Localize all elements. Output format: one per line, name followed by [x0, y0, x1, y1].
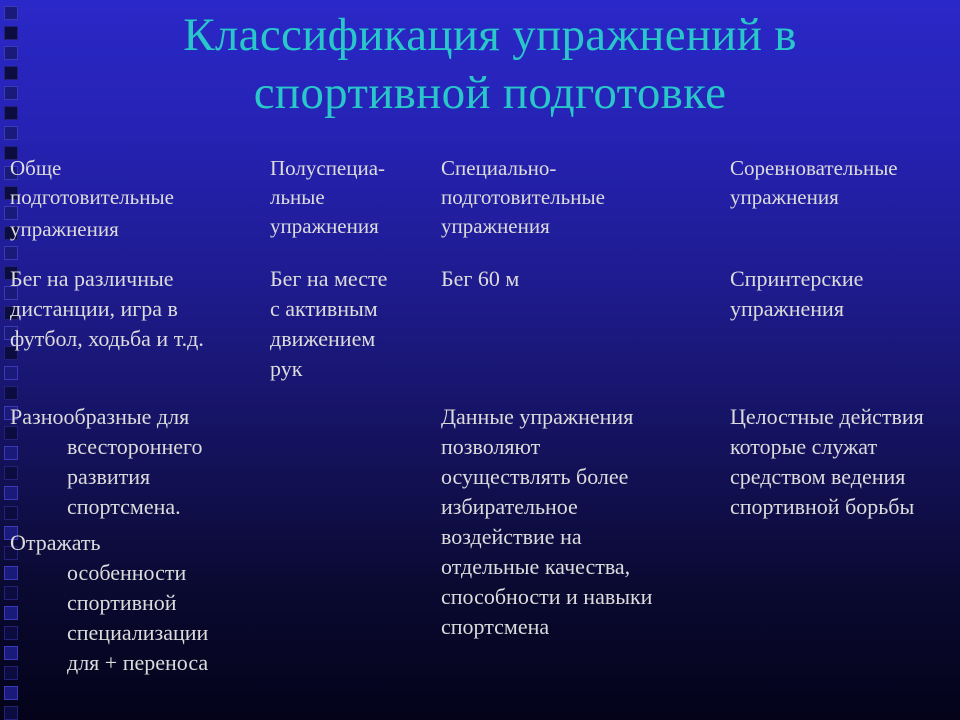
header-text: подготовительные	[10, 185, 174, 209]
header-text: упражнения	[730, 185, 839, 209]
header-competitive-exercises	[730, 154, 898, 212]
cell-text: Бег 60 м	[441, 266, 520, 291]
header-text: подготовительные	[441, 185, 605, 209]
cell-text: Целостные действия	[730, 404, 924, 429]
cell-text: всестороннего	[67, 434, 203, 459]
header-text: Обще	[10, 156, 62, 180]
cell-text: осуществлять более	[441, 464, 629, 489]
cell-text: рук	[270, 356, 303, 381]
row2-special-cell	[441, 402, 652, 642]
cell-text: развития	[67, 464, 151, 489]
cell-text: для + переноса	[67, 650, 209, 675]
row1-competitive-cell	[730, 264, 863, 324]
decorative-square	[4, 86, 18, 100]
header-general-exercises	[10, 154, 174, 244]
cell-text: с активным	[270, 296, 378, 321]
cell-text: Данные упражнения	[441, 404, 634, 429]
decorative-square	[4, 126, 18, 140]
cell-text: отдельные качества,	[441, 554, 631, 579]
row1-special-cell	[441, 264, 519, 294]
row2-general-cell-a	[10, 402, 202, 522]
cell-text: Бег на месте	[270, 266, 388, 291]
cell-text: особенности	[67, 560, 187, 585]
cell-text: упражнения	[730, 296, 844, 321]
cell-text: Бег на различные	[10, 266, 174, 291]
header-special-preparatory-exercises	[441, 154, 605, 241]
header-text: Полуспециа-	[270, 156, 386, 180]
cell-text: спортивной борьбы	[730, 494, 915, 519]
header-text: упражнения	[441, 214, 550, 238]
classification-table	[0, 148, 960, 720]
cell-text: футбол, ходьба и т.д.	[10, 326, 204, 351]
header-text: Специально-	[441, 156, 557, 180]
header-semi-special-exercises	[270, 154, 385, 241]
header-text: льные	[270, 185, 325, 209]
decorative-square	[4, 26, 18, 40]
decorative-square	[4, 106, 18, 120]
cell-text: Разнообразные для	[10, 404, 190, 429]
cell-text: Спринтерские	[730, 266, 864, 291]
cell-text: воздействие на	[441, 524, 582, 549]
cell-text: спортсмена.	[67, 494, 181, 519]
cell-text: средством ведения	[730, 464, 906, 489]
header-text: упражнения	[10, 217, 119, 241]
header-text: упражнения	[270, 214, 379, 238]
cell-text: избирательное	[441, 494, 578, 519]
title-line-2: спортивной подготовке	[253, 67, 727, 119]
decorative-square	[4, 66, 18, 80]
slide-title	[40, 6, 940, 122]
row2-competitive-cell	[730, 402, 924, 522]
cell-text: дистанции, игра в	[10, 296, 178, 321]
cell-text: которые служат	[730, 434, 878, 459]
cell-text: способности и навыки	[441, 584, 653, 609]
decorative-square	[4, 46, 18, 60]
header-text: Соревновательные	[730, 156, 898, 180]
cell-text: специализации	[67, 620, 209, 645]
decorative-square	[4, 6, 18, 20]
row1-general-cell	[10, 264, 204, 354]
cell-text: Отражать	[10, 530, 101, 555]
cell-text: спортивной	[67, 590, 177, 615]
row2-general-cell-b	[10, 528, 208, 678]
cell-text: движением	[270, 326, 376, 351]
row1-semi-special-cell	[270, 264, 387, 384]
title-line-1: Классификация упражнений в	[183, 9, 797, 61]
cell-text: позволяют	[441, 434, 541, 459]
cell-text: спортсмена	[441, 614, 550, 639]
